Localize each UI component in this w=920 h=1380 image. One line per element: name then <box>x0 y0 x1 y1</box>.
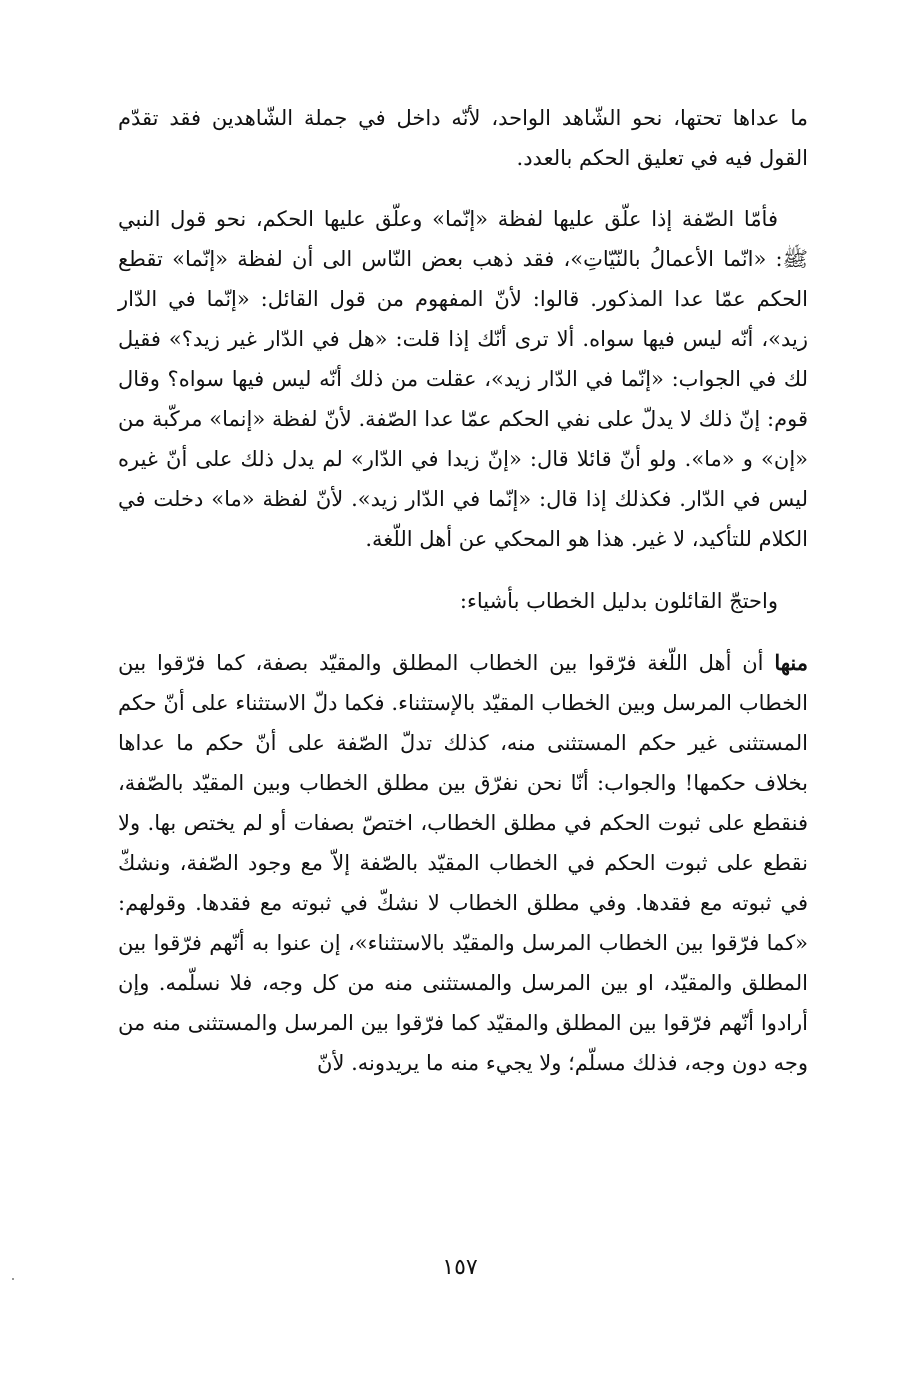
paragraph-innama: فأمّا الصّفة إذا علّق عليها لفظة «إنّما» وعلّق عليها الحكم، نحو قول النبي ﷺ: «انّما الأعمالُ بالنّيّاتِ»، فقد ذهب بعض النّاس الى أن لفظة «إنّما» تقطع الحكم عمّا عدا المذكور. قالوا: لأنّ المفهوم من قول القائل: «إنّما في الدّار زيد»، أنّه ليس فيها سواه. ألا ترى أنّك إذا قلت: «هل في الدّار غير زيد؟» فقيل لك في الجواب: «إنّما في الدّار زيد»، عقلت من ذلك أنّه ليس فيها سواه؟ وقال قوم: إنّ ذلك لا يدلّ على نفي الحكم عمّا عدا الصّفة. لأنّ لفظة «إنما» مركّبة من «إن» و «ما». ولو أنّ قائلا قال: «إنّ زيدا في الدّار» لم يدل ذلك على أنّ غيره ليس في الدّار. فكذلك إذا قال: «إنّما في الدّار زيد». لأنّ لفظة «ما» دخلت في الكلام للتأكيد، لا غير. هذا هو المحكي عن أهل اللّغة. <box>118 207 808 551</box>
scan-speck <box>12 1278 14 1280</box>
paragraph-continuation: ما عداها تحتها، نحو الشّاهد الواحد، لأنّه داخل في جملة الشّاهدين فقد تقدّم القول فيه في تعليق الحكم بالعدد. <box>118 106 808 170</box>
lead-word: منها <box>774 650 808 675</box>
page-number: ١٥٧ <box>442 1255 478 1280</box>
paragraph-first-argument <box>118 643 808 1083</box>
section-heading-arguments: واحتجّ القائلون بدليل الخطاب بأشياء: <box>459 589 778 613</box>
paragraph-body: أن أهل اللّغة فرّقوا بين الخطاب المطلق والمقيّد بصفة، كما فرّقوا بين الخطاب المرسل وبين الخطاب المقيّد بالإستثناء. فكما دلّ الاستثناء على أنّ حكم المستثنى غير حكم المستثنى منه، كذلك تدلّ الصّفة على أنّ حكم ما عداها بخلاف حكمها! والجواب: أنّا نحن نفرّق بين مطلق الخطاب وبين المقيّد بالصّفة، فنقطع على ثبوت الحكم في مطلق الخطاب، اختصّ بصفات أو لم يختص بها. ولا نقطع على ثبوت الحكم في الخطاب المقيّد بالصّفة إلاّ مع وجود الصّفة، ونشكّ في ثبوته مع فقدها. وفي مطلق الخطاب لا نشكّ في ثبوته مع فقدها. وقولهم: «كما فرّقوا بين الخطاب المرسل والمقيّد بالاستثناء»، إن عنوا به أنّهم فرّقوا بين المطلق والمقيّد، او بين المرسل والمستثنى منه من كل وجه، فلا نسلّمه. وإن أرادوا أنّهم فرّقوا بين المطلق والمقيّد كما فرّقوا بين المرسل والمستثنى منه من وجه دون وجه، فذلك مسلّم؛ ولا يجيء منه ما يريدونه. لأنّ <box>118 651 808 1075</box>
body-text <box>118 98 808 1083</box>
